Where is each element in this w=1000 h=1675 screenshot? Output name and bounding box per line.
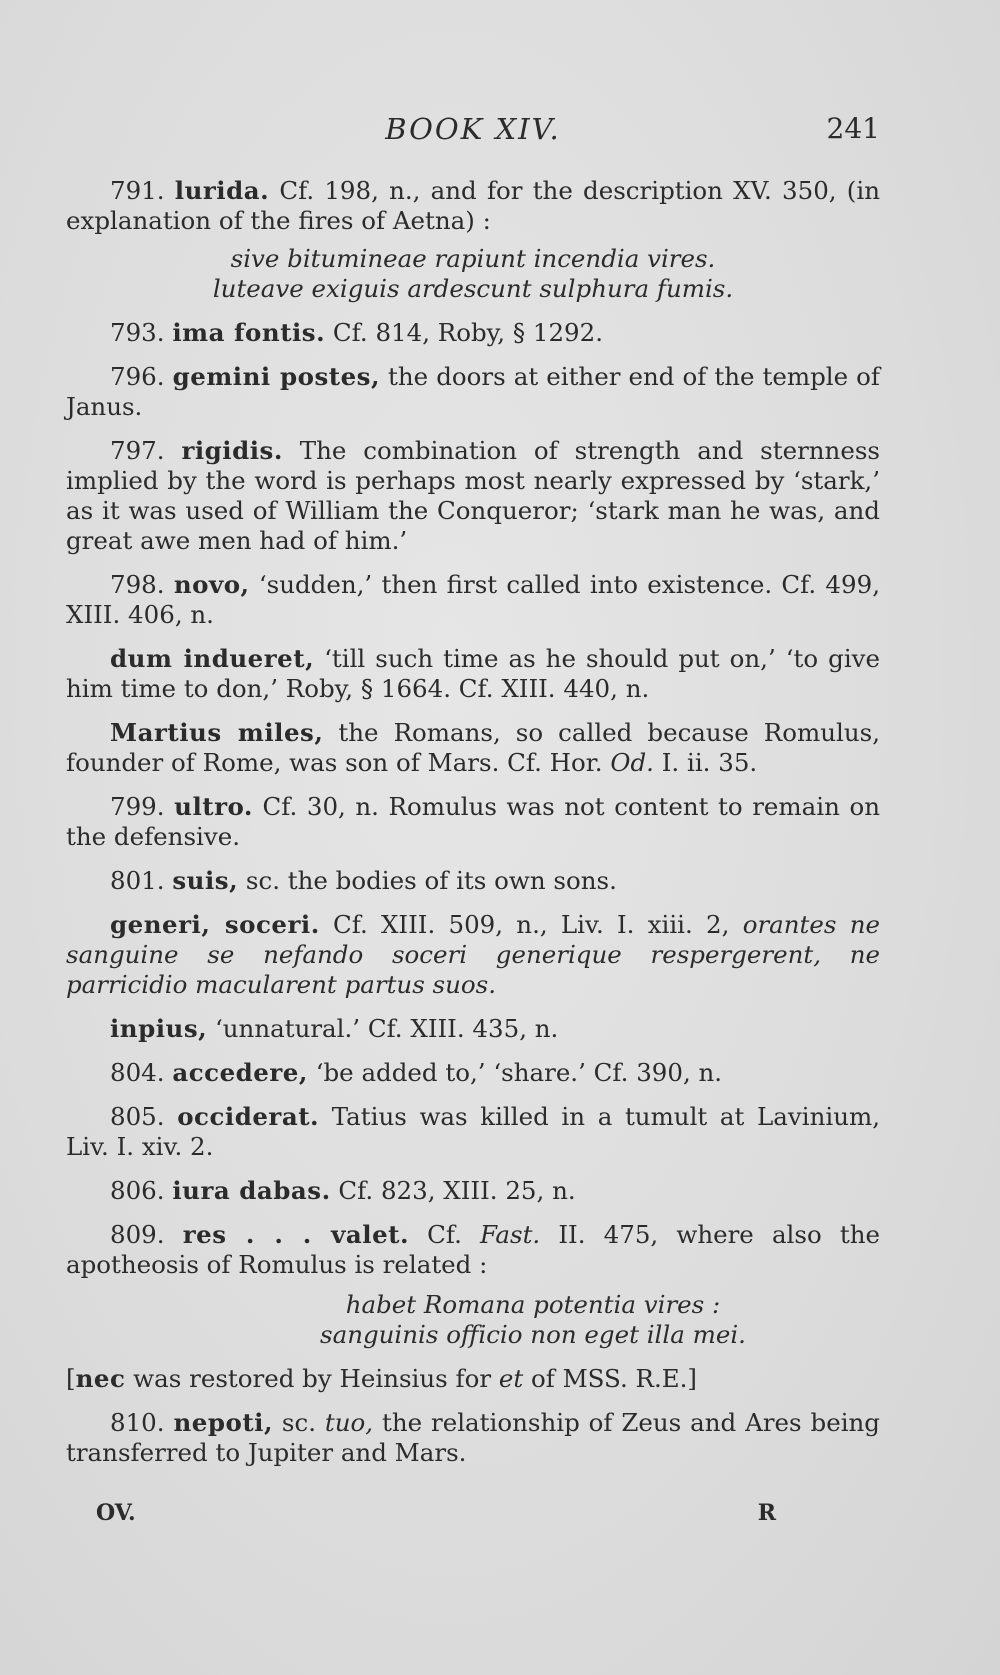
page-number: 241 <box>826 112 880 145</box>
line-number: 798. <box>110 570 165 599</box>
line-number: 810. <box>110 1408 165 1437</box>
line-number: 799. <box>110 792 165 821</box>
note-text: was restored by Heinsius for <box>125 1364 499 1393</box>
lemma: occiderat. <box>177 1102 320 1131</box>
lemma: iura dabas. <box>172 1176 331 1205</box>
verse-line: habet Romana potentia vires : <box>345 1290 721 1319</box>
note-text: of MSS. R.E.] <box>523 1364 697 1393</box>
lemma: novo, <box>173 570 250 599</box>
lemma: rigidis. <box>181 436 283 465</box>
line-number: 804. <box>110 1058 165 1087</box>
running-title: BOOK XIV. <box>385 112 561 146</box>
line-number: 796. <box>110 362 165 391</box>
bracket-open: [ <box>66 1364 76 1393</box>
line-number: 801. <box>110 866 165 895</box>
lemma: ima fontis. <box>172 318 326 347</box>
note-text: Cf. 814, Roby, § 1292. <box>325 318 604 347</box>
lemma: inpius, <box>110 1014 208 1043</box>
verse-line: sive bitumineae rapiunt incendia vires. <box>230 244 716 273</box>
note-text: Tatius was killed in a tumult at Lavinium, Liv. I. xiv. 2. <box>66 1102 880 1161</box>
note-text: ‘sudden,’ then first called into existence. Cf. 499, XIII. 406, n. <box>66 570 880 629</box>
note-805 <box>66 1102 880 1162</box>
note-text: sc. the bodies of its own sons. <box>238 866 617 895</box>
note-italic: tuo, <box>324 1408 374 1437</box>
note-810 <box>66 1408 880 1468</box>
note-text: the Romans, so called because Romulus, founder of Rome, was son of Mars. Cf. Hor. <box>66 718 880 777</box>
note-text: II. 475, where also the apotheosis of Romulus is related : <box>66 1220 880 1279</box>
editor-note <box>66 1364 880 1394</box>
note-text: Cf. 198, n., and for the description XV. 350, (in explanation of the fires of Aetna) : <box>66 176 880 235</box>
note-801 <box>66 866 880 896</box>
page-footer <box>96 1500 776 1534</box>
lemma: accedere, <box>172 1058 308 1087</box>
lemma: lurida. <box>174 176 270 205</box>
note-text: Cf. XIII. 509, n., Liv. I. xiii. 2, <box>319 910 743 939</box>
note-text: ‘till such time as he should put on,’ ‘to give him time to don,’ Roby, § 1664. Cf. XIII. 440, n. <box>66 644 880 703</box>
gathering-mark: R <box>757 1500 776 1526</box>
note-793 <box>66 318 880 348</box>
verse-line: luteave exiguis ardescunt sulphura fumis. <box>212 274 734 303</box>
line-number: 806. <box>110 1176 165 1205</box>
note-text: ‘be added to,’ ‘share.’ Cf. 390, n. <box>307 1058 723 1087</box>
note-martius-miles <box>66 718 880 778</box>
note-text: the doors at either end of the temple of Janus. <box>66 362 880 421</box>
note-799 <box>66 792 880 852</box>
lemma: Martius miles, <box>110 718 324 747</box>
note-797 <box>66 436 880 556</box>
lemma: ultro. <box>174 792 253 821</box>
signature-mark: OV. <box>96 1500 136 1526</box>
note-798 <box>66 570 880 630</box>
note-806 <box>66 1176 880 1206</box>
line-number: 805. <box>110 1102 165 1131</box>
lemma: res . . . valet. <box>182 1220 410 1249</box>
lemma: generi, soceri. <box>110 910 320 939</box>
note-text: Cf. <box>409 1220 481 1249</box>
verse-quotation <box>66 244 880 304</box>
note-text: Cf. 823, XIII. 25, n. <box>330 1176 576 1205</box>
note-text: ‘unnatural.’ Cf. XIII. 435, n. <box>207 1014 559 1043</box>
note-text: Cf. 30, n. Romulus was not content to remain on the defensive. <box>66 792 880 851</box>
note-dum-indueret <box>66 644 880 704</box>
running-header <box>66 112 880 152</box>
note-generi-soceri <box>66 910 880 1000</box>
line-number: 797. <box>110 436 165 465</box>
note-text: the relationship of Zeus and Ares being transferred to Jupiter and Mars. <box>66 1408 880 1467</box>
note-inpius <box>66 1014 880 1044</box>
commentary-text <box>66 176 880 1482</box>
note-italic: Fast. <box>480 1220 541 1249</box>
lemma: nec <box>75 1364 126 1393</box>
line-number: 809. <box>110 1220 165 1249</box>
lemma: nepoti, <box>173 1408 273 1437</box>
lemma: dum indueret, <box>110 644 315 673</box>
note-text: sc. <box>273 1408 325 1437</box>
note-796 <box>66 362 880 422</box>
note-804 <box>66 1058 880 1088</box>
note-text: I. ii. 35. <box>653 748 758 777</box>
lemma: gemini postes, <box>172 362 380 391</box>
note-italic: Od. <box>610 748 654 777</box>
line-number: 793. <box>110 318 165 347</box>
verse-line: sanguinis officio non eget illa mei. <box>320 1320 746 1349</box>
note-text: The combination of strength and sternness implied by the word is perhaps most nearly expressed by ‘stark,’ as it was used of William the Conqueror; ‘stark man he was, and great awe men had of him.’ <box>66 436 880 555</box>
verse-quotation <box>66 1290 880 1350</box>
note-791 <box>66 176 880 236</box>
note-809 <box>66 1220 880 1280</box>
line-number: 791. <box>110 176 165 205</box>
note-italic: orantes ne sanguine se nefando soceri generique respergerent, ne parricidio macularent partus suos. <box>66 910 880 999</box>
note-italic: et <box>498 1364 524 1393</box>
lemma: suis, <box>172 866 239 895</box>
